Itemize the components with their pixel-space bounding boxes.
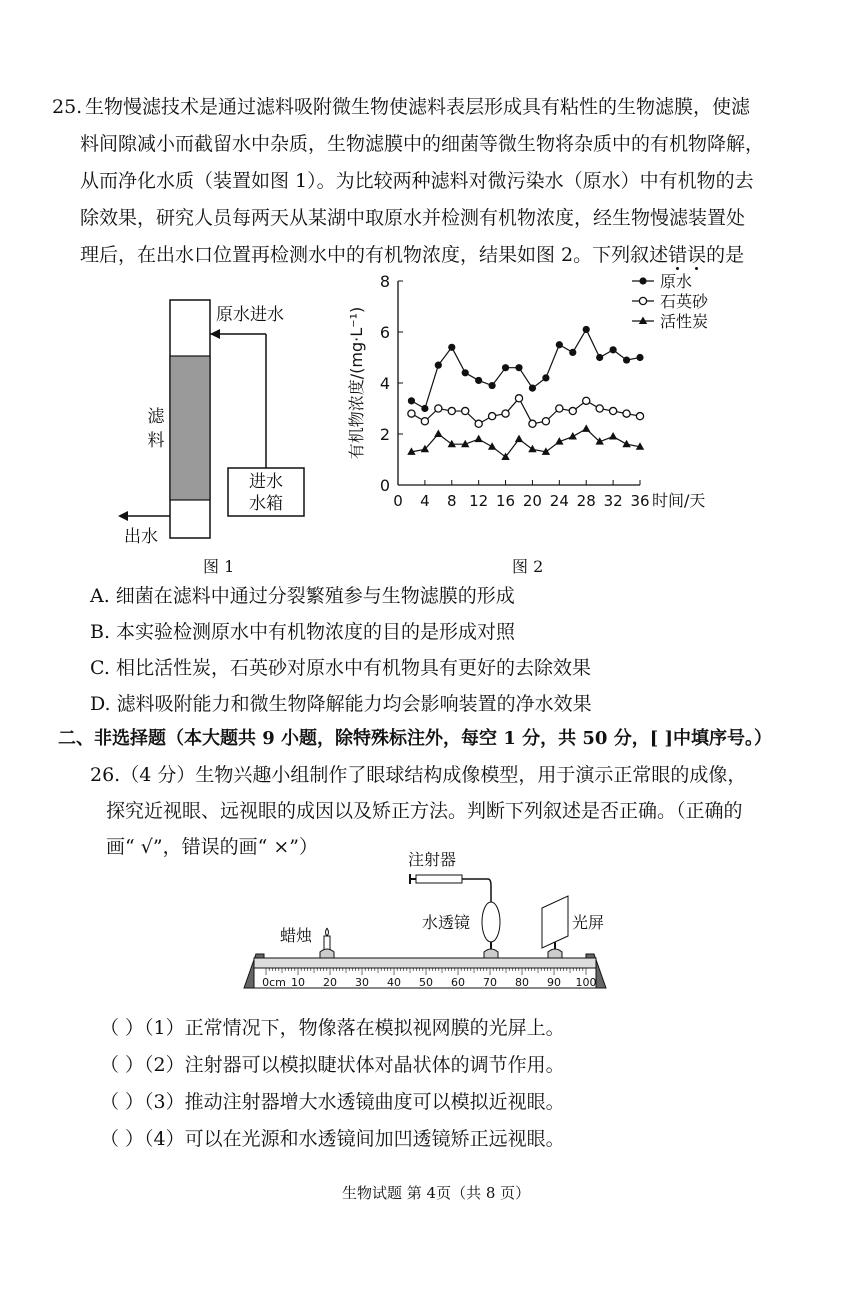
water-lens-label: 水透镜 [422,913,471,932]
series-line-activated-carbon [411,429,640,457]
q26-item-2: （ ）（2）注射器可以模拟睫状体对晶状体的调节作用。 [100,1054,565,1076]
ruler-label: 30 [355,976,369,989]
lens-holder [484,949,498,958]
candle-flame [326,928,329,936]
data-point-raw-water [435,362,442,369]
data-point-activated-carbon [609,432,617,440]
x-tick-label: 16 [496,492,516,510]
ruler-label: 0cm [262,976,286,989]
figure-1 [110,290,330,560]
data-point-quartz-sand [583,397,590,404]
optical-bench-figure [240,850,610,1000]
q26-line-3: 画“ √”，错误的画“ ×”） [106,836,318,858]
q25-line-3: 从而净化水质（装置如图 1）。为比较两种滤料对微污染水（原水）中有机物的去 [80,170,754,192]
ruler-label: 50 [419,976,433,989]
ruler-label: 70 [483,976,497,989]
outlet-label: 出水 [124,527,158,547]
legend-entry-activated-carbon: 活性炭 [660,312,709,331]
x-tick-label: 20 [522,492,542,510]
data-point-quartz-sand [515,395,522,402]
data-point-activated-carbon [622,440,630,448]
data-point-quartz-sand [636,413,643,420]
q25-option-b: B. 本实验检测原水中有机物浓度的目的是形成对照 [90,621,516,643]
q25-line-5 [80,243,744,267]
data-point-raw-water [448,344,455,351]
series-line-quartz-sand [411,398,640,424]
data-point-activated-carbon [582,424,590,432]
syringe-label: 注射器 [408,850,457,869]
data-point-quartz-sand [435,405,442,412]
y-tick-label: 8 [379,272,390,291]
data-point-raw-water [623,356,630,363]
data-point-quartz-sand [502,410,509,417]
data-point-raw-water [502,364,509,371]
rail-top [254,958,596,968]
data-point-activated-carbon [434,430,442,438]
tank-label-1: 进水 [249,472,283,492]
q25-number: 25. [52,96,83,118]
q26-line-2: 探究近视眼、远视眼的成因以及矫正方法。判断下列叙述是否正确。（正确的 [106,800,743,822]
x-tick-label: 4 [420,492,430,510]
data-point-raw-water [489,382,496,389]
y-tick-label: 6 [379,323,390,342]
data-point-activated-carbon [448,440,456,448]
y-tick-label: 4 [379,374,390,393]
data-point-quartz-sand [610,407,617,414]
x-tick-label: 0 [393,492,403,510]
data-point-raw-water [462,369,469,376]
data-point-raw-water [596,354,603,361]
data-point-raw-water [421,405,428,412]
data-point-quartz-sand [448,407,455,414]
outlet-arrow [118,511,128,521]
data-point-raw-water [639,277,646,284]
ruler-label: 10 [291,976,305,989]
syringe-barrel [416,875,462,883]
ruler-label: 20 [323,976,337,989]
legend-entry-raw-water: 原水 [660,272,693,291]
data-point-activated-carbon [488,442,496,450]
data-point-activated-carbon [639,317,647,325]
data-point-quartz-sand [596,405,603,412]
data-point-quartz-sand [556,405,563,412]
data-point-quartz-sand [569,407,576,414]
light-screen [542,896,568,948]
data-point-activated-carbon [515,435,523,443]
data-point-quartz-sand [475,420,482,427]
screen-label: 光屏 [572,913,605,932]
data-point-raw-water [515,364,522,371]
data-point-raw-water [475,377,482,384]
q25-line-5-pre: 理后，在出水口位置再检测水中的有机物浓度，结果如图 2。下列叙述 [80,244,669,266]
data-point-quartz-sand [408,410,415,417]
q26-line-1: 26.（4 分）生物兴趣小组制作了眼球结构成像模型，用于演示正常眼的成像， [90,764,747,786]
legend-entry-quartz-sand: 石英砂 [660,292,709,311]
y-tick-label: 0 [379,476,390,495]
water-lens [482,902,500,942]
ruler-label: 60 [451,976,465,989]
data-point-raw-water [636,354,643,361]
q25-line-1: 生物慢滤技术是通过滤料吸附微生物使滤料表层形成具有粘性的生物滤膜，使滤 [85,96,751,118]
ruler-label: 40 [387,976,401,989]
x-axis-label: 时间/天 [652,491,706,510]
q25-line-2: 料间隙减小而截留水中杂质，生物滤膜中的细菌等微生物将杂质中的有机物降解， [80,133,765,155]
data-point-activated-carbon [528,445,536,453]
syringe-tube [462,879,491,902]
figure-2-chart [340,265,760,520]
screen-holder [548,949,562,958]
data-point-raw-water [529,385,536,392]
series-line-raw-water [411,329,640,408]
q25-option-d: D. 滤料吸附能力和微生物降解能力均会影响装置的净水效果 [90,693,592,715]
data-point-quartz-sand [529,420,536,427]
q26-item-3: （ ）（3）推动注射器增大水透镜曲度可以模拟近视眼。 [100,1091,565,1113]
data-point-raw-water [610,346,617,353]
data-point-raw-water [408,397,415,404]
data-point-activated-carbon [474,435,482,443]
emphasized-word: 错误 [668,244,707,266]
filter-label-1: 滤 [147,407,165,427]
candle-label: 蜡烛 [280,926,313,945]
inlet-arrow [210,329,220,339]
section-2-heading: 二、非选择题（本大题共 9 小题，除特殊标注外，每空 1 分，共 50 分，[ ]中填序号。） [58,728,772,749]
data-point-quartz-sand [623,410,630,417]
q25-option-c: C. 相比活性炭，石英砂对原水中有机物具有更好的去除效果 [90,657,591,679]
figure-2-caption: 图 2 [512,557,544,576]
data-point-raw-water [569,349,576,356]
data-point-quartz-sand [462,407,469,414]
data-point-quartz-sand [489,413,496,420]
filter-label-2: 料 [147,431,165,451]
q25-line-4: 除效果，研究人员每两天从某湖中取原水并检测有机物浓度，经生物慢滤装置处 [80,207,746,229]
data-point-quartz-sand [639,297,646,304]
q26-item-1: （ ）（1）正常情况下，物像落在模拟视网膜的光屏上。 [100,1017,565,1039]
x-tick-label: 24 [549,492,569,510]
x-tick-label: 32 [603,492,623,510]
x-tick-label: 8 [447,492,457,510]
figure-1-caption: 图 1 [203,557,235,576]
x-tick-label: 12 [469,492,489,510]
ruler-label: 100 [575,976,597,989]
inlet-label: 原水进水 [216,305,284,325]
filter-media [170,356,210,500]
data-point-raw-water [583,326,590,333]
data-point-activated-carbon [569,432,577,440]
q25-line-5-post: 的是 [706,244,745,266]
data-point-quartz-sand [421,418,428,425]
ruler-label: 90 [547,976,561,989]
ruler-label: 80 [515,976,529,989]
data-point-raw-water [556,341,563,348]
y-tick-label: 2 [379,425,390,444]
tank-label-2: 水箱 [249,494,283,514]
candle-holder [320,949,334,958]
x-tick-label: 36 [630,492,650,510]
page-footer: 生物试题 第 4页（共 8 页） [342,1184,531,1202]
q25-option-a: A. 细菌在滤料中通过分裂繁殖参与生物滤膜的形成 [90,585,515,607]
x-tick-label: 28 [576,492,596,510]
data-point-raw-water [542,374,549,381]
y-axis-label: 有机物浓度/(mg·L⁻¹) [347,306,366,460]
q26-item-4: （ ）（4）可以在光源和水透镜间加凹透镜矫正远视眼。 [100,1128,565,1150]
data-point-quartz-sand [542,418,549,425]
